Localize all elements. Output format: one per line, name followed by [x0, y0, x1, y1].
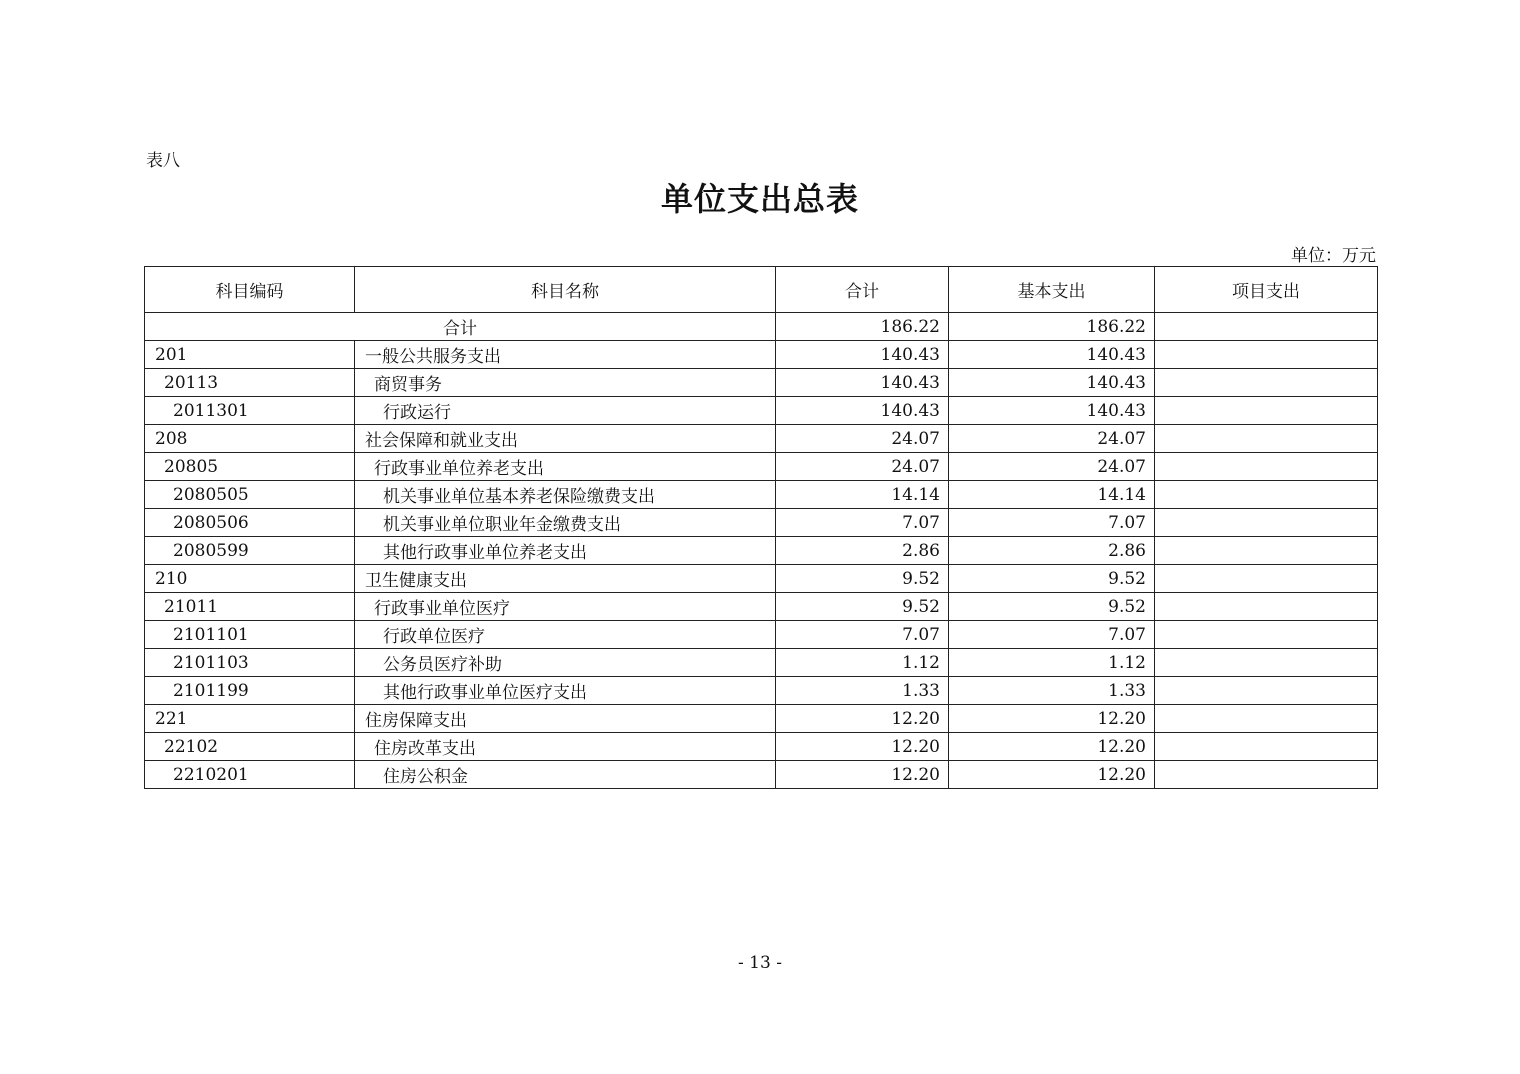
cell-basic: 2.86 [949, 537, 1155, 565]
table-row [145, 621, 1378, 649]
cell-sum: 14.14 [776, 481, 949, 509]
column-header-sum: 合计 [776, 267, 949, 313]
cell-project [1155, 537, 1378, 565]
cell-project [1155, 649, 1378, 677]
cell-code: 20805 [145, 453, 355, 481]
cell-name: 机关事业单位职业年金缴费支出 [355, 509, 776, 537]
cell-project [1155, 425, 1378, 453]
cell-project [1155, 761, 1378, 789]
column-header-name: 科目名称 [355, 267, 776, 313]
cell-basic: 24.07 [949, 425, 1155, 453]
cell-code: 2101199 [145, 677, 355, 705]
cell-sum: 1.12 [776, 649, 949, 677]
cell-sum: 140.43 [776, 397, 949, 425]
page-number: - 13 - [738, 953, 782, 973]
column-header-project: 项目支出 [1155, 267, 1378, 313]
cell-name: 住房保障支出 [355, 705, 776, 733]
total-label: 合计 [145, 313, 776, 341]
cell-code: 2210201 [145, 761, 355, 789]
table-row [145, 705, 1378, 733]
cell-project [1155, 593, 1378, 621]
cell-name: 行政事业单位养老支出 [355, 453, 776, 481]
expense-table [144, 266, 1378, 789]
cell-project [1155, 509, 1378, 537]
cell-project [1155, 677, 1378, 705]
cell-code: 2080599 [145, 537, 355, 565]
page-title: 单位支出总表 [660, 180, 859, 218]
total-project [1155, 313, 1378, 341]
cell-name: 住房公积金 [355, 761, 776, 789]
cell-code: 208 [145, 425, 355, 453]
cell-code: 21011 [145, 593, 355, 621]
unit-label: 单位：万元 [1291, 246, 1376, 266]
cell-basic: 140.43 [949, 369, 1155, 397]
cell-project [1155, 565, 1378, 593]
cell-sum: 1.33 [776, 677, 949, 705]
cell-code: 2080505 [145, 481, 355, 509]
cell-name: 公务员医疗补助 [355, 649, 776, 677]
table-row [145, 537, 1378, 565]
cell-basic: 9.52 [949, 593, 1155, 621]
cell-basic: 24.07 [949, 453, 1155, 481]
table-row [145, 397, 1378, 425]
cell-code: 2101101 [145, 621, 355, 649]
cell-project [1155, 397, 1378, 425]
cell-name: 其他行政事业单位医疗支出 [355, 677, 776, 705]
cell-project [1155, 621, 1378, 649]
cell-basic: 12.20 [949, 733, 1155, 761]
cell-name: 机关事业单位基本养老保险缴费支出 [355, 481, 776, 509]
table-row [145, 649, 1378, 677]
cell-code: 2011301 [145, 397, 355, 425]
cell-basic: 9.52 [949, 565, 1155, 593]
cell-name: 一般公共服务支出 [355, 341, 776, 369]
cell-sum: 24.07 [776, 453, 949, 481]
cell-sum: 12.20 [776, 761, 949, 789]
table-header-row [145, 267, 1378, 313]
cell-project [1155, 705, 1378, 733]
cell-sum: 9.52 [776, 593, 949, 621]
table-row [145, 761, 1378, 789]
cell-basic: 12.20 [949, 705, 1155, 733]
cell-project [1155, 481, 1378, 509]
table-label: 表八 [146, 151, 180, 171]
cell-sum: 7.07 [776, 509, 949, 537]
total-row [145, 313, 1378, 341]
cell-sum: 12.20 [776, 733, 949, 761]
cell-basic: 140.43 [949, 341, 1155, 369]
cell-sum: 9.52 [776, 565, 949, 593]
cell-code: 210 [145, 565, 355, 593]
cell-project [1155, 453, 1378, 481]
total-basic: 186.22 [949, 313, 1155, 341]
cell-basic: 14.14 [949, 481, 1155, 509]
cell-name: 行政运行 [355, 397, 776, 425]
table-row [145, 369, 1378, 397]
cell-sum: 140.43 [776, 369, 949, 397]
cell-basic: 1.12 [949, 649, 1155, 677]
cell-code: 221 [145, 705, 355, 733]
cell-name: 其他行政事业单位养老支出 [355, 537, 776, 565]
table-body [145, 313, 1378, 789]
table-row [145, 733, 1378, 761]
cell-sum: 140.43 [776, 341, 949, 369]
cell-basic: 7.07 [949, 509, 1155, 537]
table-row [145, 425, 1378, 453]
cell-sum: 24.07 [776, 425, 949, 453]
table-row [145, 677, 1378, 705]
total-sum: 186.22 [776, 313, 949, 341]
cell-sum: 12.20 [776, 705, 949, 733]
cell-name: 行政事业单位医疗 [355, 593, 776, 621]
column-header-basic: 基本支出 [949, 267, 1155, 313]
cell-basic: 7.07 [949, 621, 1155, 649]
cell-name: 商贸事务 [355, 369, 776, 397]
cell-basic: 12.20 [949, 761, 1155, 789]
cell-code: 22102 [145, 733, 355, 761]
cell-sum: 7.07 [776, 621, 949, 649]
cell-project [1155, 341, 1378, 369]
cell-code: 2101103 [145, 649, 355, 677]
cell-name: 行政单位医疗 [355, 621, 776, 649]
table-row [145, 593, 1378, 621]
table-row [145, 565, 1378, 593]
cell-project [1155, 733, 1378, 761]
cell-code: 20113 [145, 369, 355, 397]
cell-basic: 140.43 [949, 397, 1155, 425]
table-row [145, 481, 1378, 509]
cell-name: 社会保障和就业支出 [355, 425, 776, 453]
table-row [145, 341, 1378, 369]
cell-project [1155, 369, 1378, 397]
column-header-code: 科目编码 [145, 267, 355, 313]
table-row [145, 509, 1378, 537]
cell-name: 住房改革支出 [355, 733, 776, 761]
cell-basic: 1.33 [949, 677, 1155, 705]
cell-name: 卫生健康支出 [355, 565, 776, 593]
cell-code: 201 [145, 341, 355, 369]
table-row [145, 453, 1378, 481]
cell-code: 2080506 [145, 509, 355, 537]
cell-sum: 2.86 [776, 537, 949, 565]
